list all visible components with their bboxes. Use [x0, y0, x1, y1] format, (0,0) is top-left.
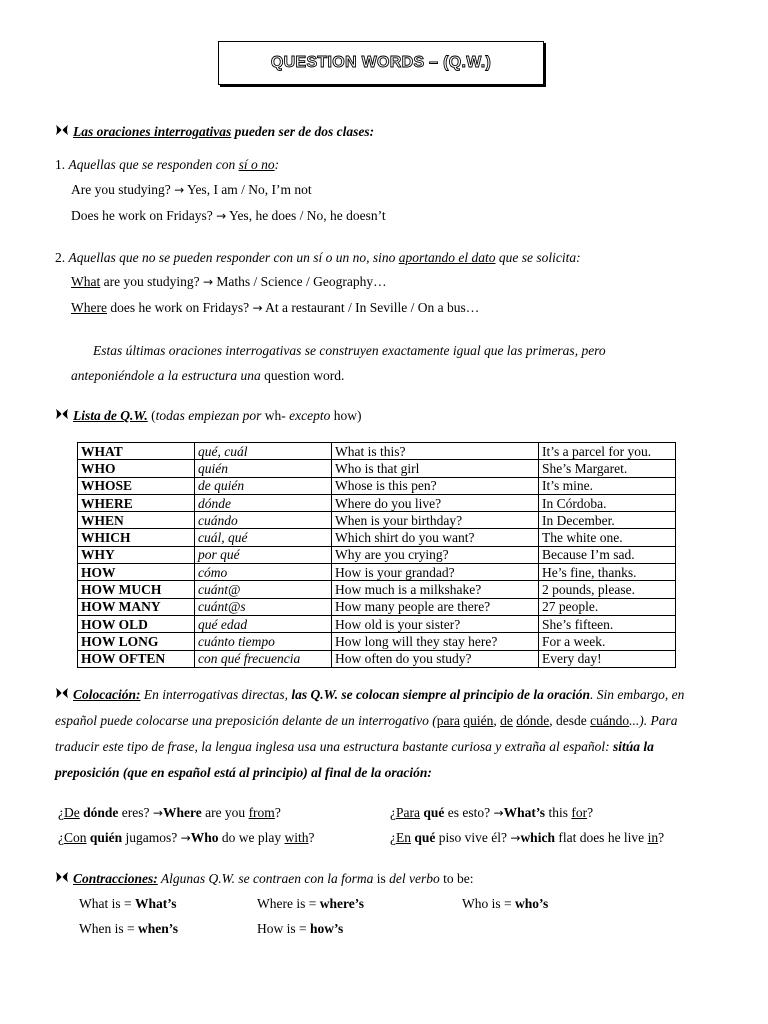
arrow-icon: → — [202, 275, 214, 289]
arrow-icon: → — [510, 831, 521, 845]
example-line: ¿De dónde eres? →Where are you from? — [58, 805, 281, 820]
qw-cell: HOW OFTEN — [78, 650, 195, 667]
answer-cell: She’s fifteen. — [539, 615, 676, 632]
butterfly-bullet-icon — [55, 408, 69, 424]
point-1: 1. Aquellas que se responden con sí o no: — [55, 157, 280, 172]
table-row — [78, 650, 676, 667]
translation-cell: cuál, qué — [195, 529, 332, 546]
example-2: Does he work on Fridays? → Yes, he does / No, he doesn’t — [71, 208, 386, 223]
translation-cell: por qué — [195, 546, 332, 563]
translation-cell: cuánto tiempo — [195, 633, 332, 650]
qw-cell: HOW MUCH — [78, 581, 195, 598]
butterfly-bullet-icon — [55, 871, 69, 887]
question-cell: How much is a milkshake? — [332, 581, 539, 598]
answer-cell: The white one. — [539, 529, 676, 546]
question-cell: How is your grandad? — [332, 564, 539, 581]
question-cell: What is this? — [332, 443, 539, 460]
contraction-item: How is = how’s — [257, 921, 344, 936]
table-row — [78, 564, 676, 581]
answer-cell: In December. — [539, 512, 676, 529]
arrow-icon: → — [252, 301, 263, 315]
qw-cell: WHY — [78, 546, 195, 563]
table-row — [78, 529, 676, 546]
section-heading-lista: Lista de Q.W. (todas empiezan por wh- excepto how) — [55, 408, 361, 424]
page-title: QUESTION WORDS – (Q.W.) — [270, 54, 492, 71]
qw-cell: WHICH — [78, 529, 195, 546]
arrow-icon: → — [174, 183, 185, 197]
note-line-2: anteponiéndole a la estructura una question word. — [71, 368, 345, 383]
answer-cell: It’s a parcel for you. — [539, 443, 676, 460]
question-cell: Where do you live? — [332, 494, 539, 511]
translation-cell: cuándo — [195, 512, 332, 529]
arrow-icon: → — [493, 806, 504, 820]
example-line: ¿Con quién jugamos? →Who do we play with? — [58, 830, 315, 845]
qw-cell: WHAT — [78, 443, 195, 460]
translation-cell: qué edad — [195, 615, 332, 632]
example-line: ¿En qué piso vive él? →which flat does he live in? — [390, 830, 665, 845]
answer-cell: In Córdoba. — [539, 494, 676, 511]
table-row — [78, 615, 676, 632]
contraction-item: What is = What’s — [79, 896, 177, 911]
translation-cell: cómo — [195, 564, 332, 581]
table-row — [78, 598, 676, 615]
qw-cell: WHO — [78, 460, 195, 477]
answer-cell: 27 people. — [539, 598, 676, 615]
question-words-table — [77, 442, 676, 668]
qw-cell: WHERE — [78, 494, 195, 511]
translation-cell: de quién — [195, 477, 332, 494]
question-cell: Why are you crying? — [332, 546, 539, 563]
translation-cell: con qué frecuencia — [195, 650, 332, 667]
contraction-item: Who is = who’s — [462, 896, 549, 911]
table-row — [78, 546, 676, 563]
section-heading-contracciones: Contracciones: Algunas Q.W. se contraen con la forma is del verbo to be: — [55, 871, 474, 887]
question-cell: When is your birthday? — [332, 512, 539, 529]
qw-cell: HOW — [78, 564, 195, 581]
translation-cell: dónde — [195, 494, 332, 511]
qw-cell: HOW LONG — [78, 633, 195, 650]
answer-cell: He’s fine, thanks. — [539, 564, 676, 581]
note-line-1: Estas últimas oraciones interrogativas se construyen exactamente igual que las primeras, pero — [93, 343, 606, 358]
arrow-icon: → — [216, 209, 227, 223]
answer-cell: She’s Margaret. — [539, 460, 676, 477]
table-row — [78, 477, 676, 494]
example-4: Where does he work on Fridays? → At a restaurant / In Seville / On a bus… — [71, 300, 480, 315]
table-row — [78, 494, 676, 511]
colocacion-paragraph: Colocación: En interrogativas directas, las Q.W. se colocan siempre al principio de la oración. Sin embargo, en español puede colocarse una preposición delante de un interrogativo (para quién, de dónde, desde cuándo...). Para traducir este tipo de frase, la lengua inglesa usa una estructura bastante curiosa y extraña al español: sitúa la preposición (que en español está al principio) al final de la oración: — [55, 682, 715, 786]
table-row — [78, 633, 676, 650]
translation-cell: cuánt@s — [195, 598, 332, 615]
butterfly-bullet-icon — [55, 124, 69, 140]
point-2: 2. Aquellas que no se pueden responder con un sí o un no, sino aportando el dato que se solicita: — [55, 250, 581, 265]
example-1: Are you studying? → Yes, I am / No, I’m not — [71, 182, 312, 197]
question-cell: How many people are there? — [332, 598, 539, 615]
answer-cell: 2 pounds, please. — [539, 581, 676, 598]
translation-cell: quién — [195, 460, 332, 477]
qw-cell: HOW MANY — [78, 598, 195, 615]
example-3: What are you studying? → Maths / Science / Geography… — [71, 274, 387, 289]
title-box — [218, 41, 544, 85]
table-row — [78, 460, 676, 477]
contraction-item: Where is = where’s — [257, 896, 364, 911]
table-row — [78, 581, 676, 598]
question-cell: How often do you study? — [332, 650, 539, 667]
question-cell: Whose is this pen? — [332, 477, 539, 494]
answer-cell: For a week. — [539, 633, 676, 650]
arrow-icon: → — [180, 831, 191, 845]
qw-cell: HOW OLD — [78, 615, 195, 632]
qw-cell: WHEN — [78, 512, 195, 529]
answer-cell: Every day! — [539, 650, 676, 667]
question-cell: Which shirt do you want? — [332, 529, 539, 546]
section-heading-interrogativas: Las oraciones interrogativas pueden ser de dos clases: — [55, 124, 374, 140]
answer-cell: Because I’m sad. — [539, 546, 676, 563]
translation-cell: qué, cuál — [195, 443, 332, 460]
answer-cell: It’s mine. — [539, 477, 676, 494]
table-row — [78, 443, 676, 460]
question-cell: How long will they stay here? — [332, 633, 539, 650]
question-cell: How old is your sister? — [332, 615, 539, 632]
arrow-icon: → — [152, 806, 163, 820]
example-line: ¿Para qué es esto? →What’s this for? — [390, 805, 594, 820]
contraction-item: When is = when’s — [79, 921, 178, 936]
table-row — [78, 512, 676, 529]
butterfly-bullet-icon — [55, 682, 69, 708]
translation-cell: cuánt@ — [195, 581, 332, 598]
question-cell: Who is that girl — [332, 460, 539, 477]
qw-cell: WHOSE — [78, 477, 195, 494]
